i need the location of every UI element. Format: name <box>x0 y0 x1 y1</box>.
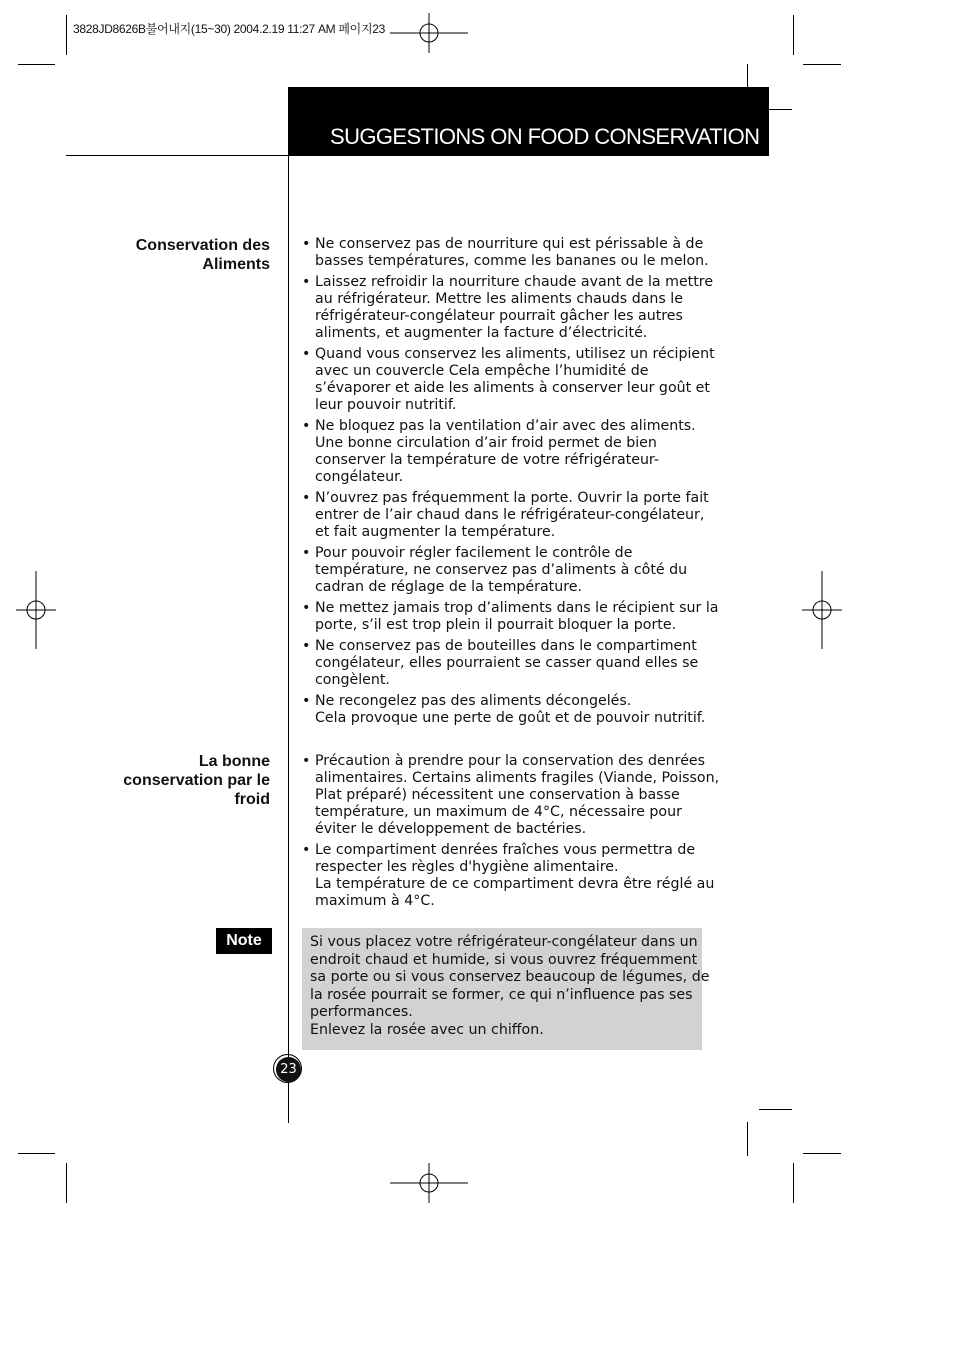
note-box: Si vous placez votre réfrigérateur-congélateur dans un endroit chaud et humide, si vous ouvrez fréquemment sa porte ou si vous conservez beaucoup de légumes, de la rosée pourrait se former, ce qui n’influence pas ses performances. Enlevez la rosée avec un chiffon. <box>302 928 702 1050</box>
cold-storage-list <box>302 753 720 914</box>
list-item: • Précaution à prendre pour la conservation des denrées alimentaires. Certains aliments fragiles (Viande, Poisson, Plat préparé) nécessitent une conservation à basse température, un maximum de 4°C, nécessaire pour éviter le développement de bactéries. <box>302 753 712 838</box>
registration-mark-icon <box>802 571 842 649</box>
list-item: • Ne mettez jamais trop d’aliments dans le récipient sur la porte, s’il est trop plein il pourrait bloquer la porte. <box>302 600 712 634</box>
registration-mark-icon <box>16 571 56 649</box>
list-item: • Pour pouvoir régler facilement le contrôle de température, ne conservez pas d’aliments à côté du cadran de réglage de la température. <box>302 545 712 596</box>
crop-mark <box>793 15 794 55</box>
header-rule <box>66 155 289 156</box>
section-label-cold-storage: La bonne conservation par le froid <box>123 753 270 808</box>
crop-mark <box>803 1153 841 1154</box>
registration-mark-icon <box>390 1163 468 1203</box>
list-item: • Ne conservez pas de nourriture qui est périssable à de basses températures, comme les bananes ou le melon. <box>302 236 712 270</box>
crop-mark <box>803 64 841 65</box>
crop-mark <box>18 64 55 65</box>
crop-mark <box>66 15 67 55</box>
section-label-conservation: Conservation des Aliments <box>135 237 270 273</box>
crop-mark <box>793 1163 794 1203</box>
column-divider <box>288 87 289 1123</box>
list-item: • Ne conservez pas de bouteilles dans le compartiment congélateur, elles pourraient se casser quand elles se congèlent. <box>302 638 712 689</box>
list-item: • Ne bloquez pas la ventilation d’air avec des aliments. Une bonne circulation d’air froid permet de bien conserver la température de votre réfrigérateur- congélateur. <box>302 418 712 486</box>
crop-mark <box>747 1122 748 1156</box>
page-title: SUGGESTIONS ON FOOD CONSERVATION <box>330 124 760 149</box>
list-item: • Le compartiment denrées fraîches vous permettra de respecter les règles d'hygiène alimentaire. La température de ce compartiment devra être réglé au maximum à 4°C. <box>302 842 712 910</box>
list-item: • Ne recongelez pas des aliments décongelés. Cela provoque une perte de goût et de pouvoir nutritif. <box>302 693 712 727</box>
list-item: • N’ouvrez pas fréquemment la porte. Ouvrir la porte fait entrer de l’air chaud dans le réfrigérateur-congélateur, et fait augmenter la température. <box>302 490 712 541</box>
crop-mark <box>18 1153 55 1154</box>
crop-mark <box>66 1163 67 1203</box>
conservation-list <box>302 236 719 731</box>
registration-mark-icon <box>390 13 468 53</box>
list-item: • Quand vous conservez les aliments, utilisez un récipient avec un couvercle Cela empêche l’humidité de s’évaporer et aide les aliments à conserver leur goût et leur pouvoir nutritif. <box>302 346 712 414</box>
title-bar <box>289 87 769 156</box>
print-header: 3828JD8626B불어내지(15~30) 2004.2.19 11:27 AM 페이지23 <box>73 22 386 36</box>
crop-mark <box>759 1109 792 1110</box>
page-number: 23 <box>276 1057 301 1082</box>
list-item: • Laissez refroidir la nourriture chaude avant de la mettre au réfrigérateur. Mettre les aliments chauds dans le réfrigérateur-congélateur pourrait gâcher les autres aliments, et augmenter la facture d’électricité. <box>302 274 712 342</box>
note-label: Note <box>216 928 272 954</box>
